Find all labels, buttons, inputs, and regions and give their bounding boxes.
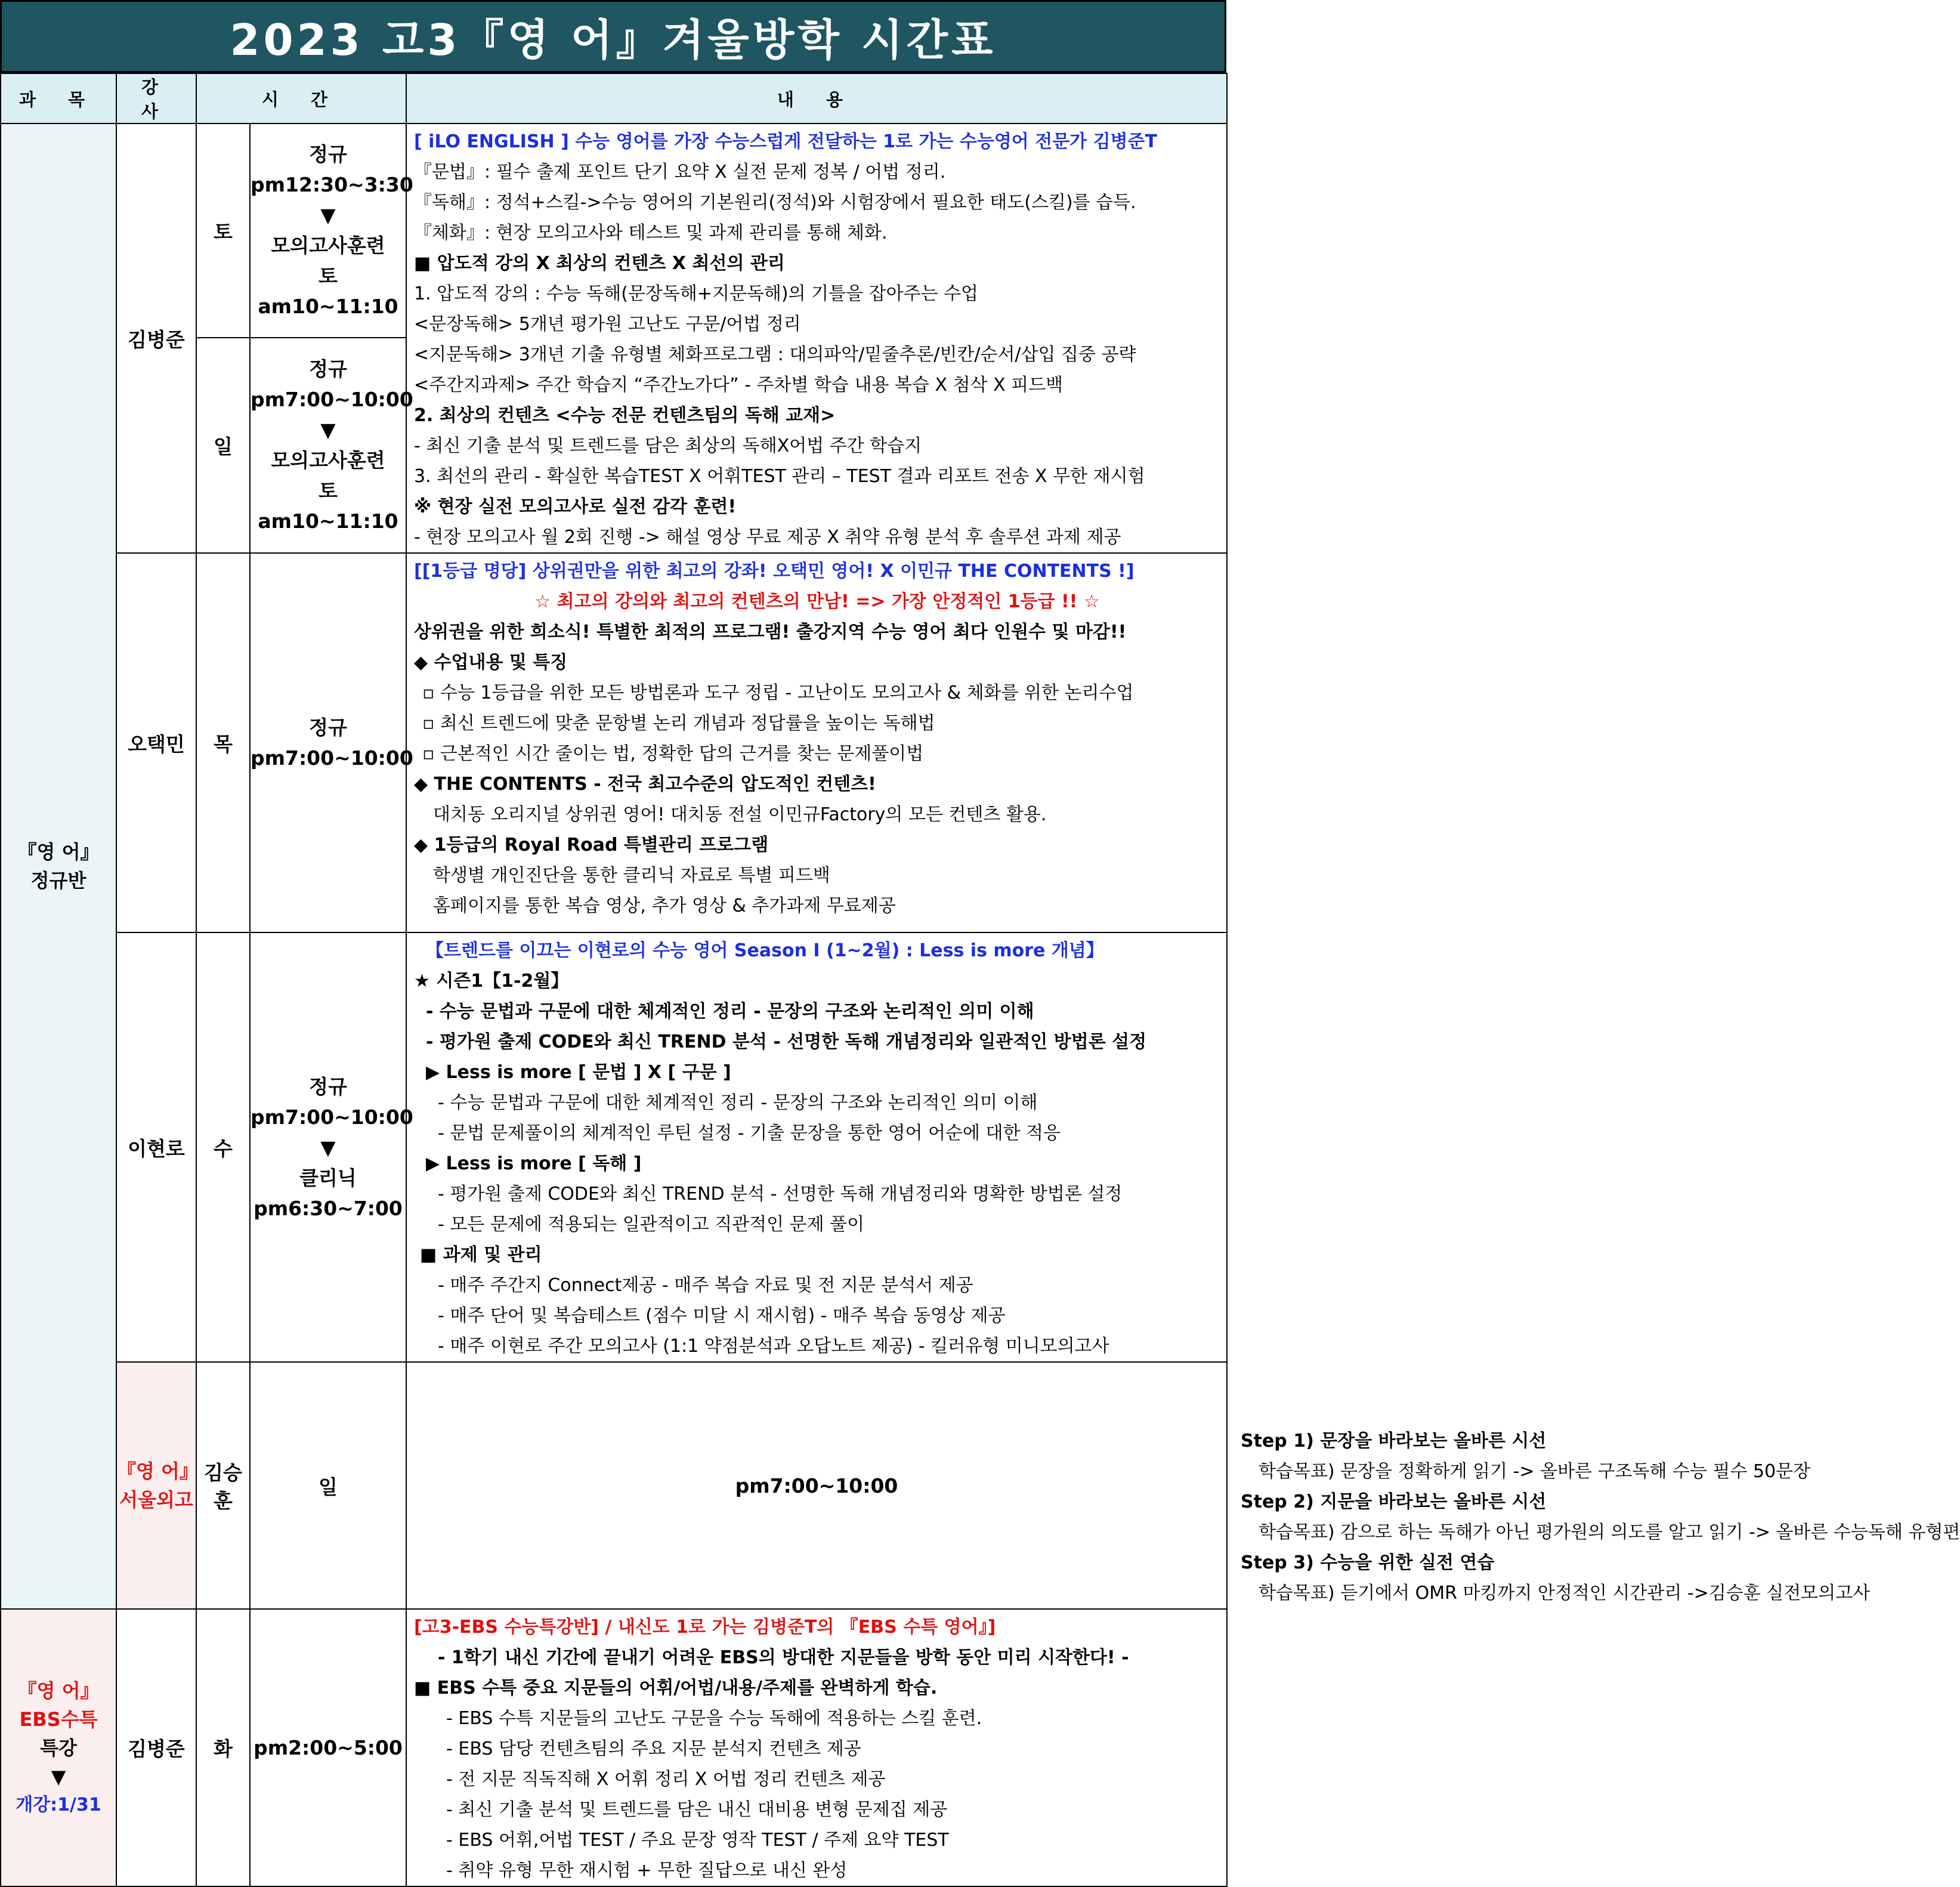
content-line: - 모든 문제에 적용되는 일관적이고 직관적인 문제 풀이 bbox=[438, 1214, 865, 1235]
time-line: 정규 bbox=[309, 143, 347, 166]
time-line: pm6:30~7:00 bbox=[253, 1196, 403, 1220]
content-line: - 취약 유형 무한 재시험 + 무한 질답으로 내신 완성 bbox=[446, 1860, 848, 1881]
content-line: 홈페이지를 통한 복습 영상, 추가 영상 & 추가과제 무료제공 bbox=[433, 895, 896, 916]
content-line: <지문독해> 3개년 기출 유형별 체화프로그램 : 대의파악/밑줄추론/빈칸/순서/삽입 집중 공략 bbox=[414, 344, 1136, 365]
content-line bbox=[414, 1612, 1220, 1642]
subject-ebs bbox=[1, 1609, 116, 1886]
content-line: - EBS 담당 컨텐츠팀의 주요 지문 분석지 컨텐츠 제공 bbox=[446, 1738, 861, 1759]
content-line: - EBS 어휘,어법 TEST / 주요 문장 영작 TEST / 주제 요약 TEST bbox=[446, 1830, 949, 1851]
time-cell bbox=[250, 123, 413, 338]
content-line: - 매주 단어 및 복습테스트 (점수 미달 시 재시험) - 매주 복습 동영상 제공 bbox=[438, 1305, 1006, 1326]
time-cell bbox=[250, 553, 413, 932]
content-line: Step 2) 지문을 바라보는 올바른 시선 bbox=[1241, 1491, 1547, 1512]
day-cell: 토 bbox=[196, 123, 250, 338]
day-cell: 일 bbox=[196, 338, 250, 553]
subject-label: 특강 bbox=[40, 1736, 77, 1759]
content-cell bbox=[406, 123, 1227, 553]
header-subject: 과 목 bbox=[1, 73, 116, 123]
content-line: 학습목표) 듣기에서 OMR 마킹까지 안정적인 시간관리 ->김승훈 실전모의고사 bbox=[1259, 1583, 1871, 1604]
subject-label: 『영 어』 bbox=[17, 841, 100, 863]
content-line: - 1학기 내신 기간에 끝내기 어려운 EBS의 방대한 지문들을 방학 동안 미리 시작한다! - bbox=[438, 1647, 1129, 1668]
content-line: ▶ Less is more [ 문법 ] X [ 구문 ] bbox=[426, 1062, 731, 1083]
content-line: - 매주 주간지 Connect제공 - 매주 복습 자료 및 전 지문 분석서 제공 bbox=[438, 1275, 973, 1296]
day-cell: 일 bbox=[250, 1362, 406, 1609]
time-line: pm2:00~5:00 bbox=[253, 1736, 403, 1759]
content-line: - 평가원 출제 CODE와 최신 TREND 분석 - 선명한 독해 개념정리와 일관적인 방법론 설정 bbox=[426, 1031, 1147, 1052]
time-line: ▼ bbox=[320, 203, 336, 227]
content-line-tag: [고3-EBS 수능특강반] / 내신도 1로 가는 김병준T의 『EBS 수특 영어』] bbox=[414, 1617, 996, 1638]
time-line: 모의고사훈련 bbox=[271, 449, 385, 472]
time-line: 클리닉 bbox=[299, 1166, 357, 1190]
content-cell bbox=[406, 1609, 1227, 1886]
table-row bbox=[1, 932, 1227, 1362]
content-line: 2. 최상의 컨텐츠 <수능 전문 컨텐츠팀의 독해 교재> bbox=[414, 405, 836, 426]
header-teacher: 강 사 bbox=[116, 73, 196, 123]
content-line: 1. 압도적 강의 : 수능 독해(문장독해+지문독해)의 기틀을 잡아주는 수업 bbox=[414, 283, 979, 304]
subject-label: 정규반 bbox=[30, 869, 86, 892]
content-line: [ iLO ENGLISH ] 수능 영어를 가장 수능스럽게 전달하는 1로 가는 수능영어 전문가 김병준T bbox=[414, 131, 1158, 152]
content-line: - 문법 문제풀이의 체계적인 루틴 설정 - 기출 문장을 통한 영어 어순에 대한 적응 bbox=[438, 1123, 1061, 1144]
content-line: 『문법』: 필수 출제 포인트 단기 요약 X 실전 문제 정복 / 어법 정리. bbox=[414, 162, 946, 183]
time-cell bbox=[406, 1362, 1227, 1609]
content-line: <주간지과제> 주간 학습지 “주간노가다” - 주차별 학습 내용 복습 X 첨삭 X 피드백 bbox=[414, 375, 1064, 396]
teacher-cell: 이현로 bbox=[116, 932, 196, 1362]
time-line: 토am10~11:10 bbox=[258, 264, 398, 319]
header-content: 내 용 bbox=[406, 73, 1227, 123]
time-line: pm7:00~10:00 bbox=[251, 388, 413, 412]
content-line: - 전 지문 직독직해 X 어휘 정리 X 어법 정리 컨텐츠 제공 bbox=[446, 1769, 886, 1790]
content-line: - 수능 문법과 구문에 대한 체계적인 정리 - 문장의 구조와 논리적인 의미 이해 bbox=[426, 1001, 1034, 1022]
time-line: 정규 bbox=[309, 1074, 347, 1098]
time-line: pm12:30~3:30 bbox=[251, 173, 413, 197]
content-line: ▫ 최신 트렌드에 맞춘 문항별 논리 개념과 정답률을 높이는 독해법 bbox=[422, 713, 935, 734]
content-line: ◆ 수업내용 및 특징 bbox=[414, 652, 568, 673]
content-line: ■ EBS 수특 중요 지문들의 어휘/어법/내용/주제를 완벽하게 학습. bbox=[414, 1678, 938, 1698]
header-row bbox=[1, 73, 1227, 123]
table-row bbox=[1, 553, 1227, 932]
teacher-cell: 오택민 bbox=[116, 553, 196, 932]
subject-regular bbox=[1, 123, 116, 1609]
content-line: ◆ THE CONTENTS - 전국 최고수준의 압도적인 컨텐츠! bbox=[414, 774, 876, 795]
content-line: 3. 최선의 관리 - 확실한 복습TEST X 어휘TEST 관리 – TEST 결과 리포트 전송 X 무한 재시험 bbox=[414, 466, 1145, 487]
subject-label: 서울외고 bbox=[119, 1488, 193, 1511]
day-cell: 화 bbox=[196, 1609, 250, 1886]
content-line: ☆ 최고의 강의와 최고의 컨텐츠의 만남! => 가장 안정적인 1등급 !! ☆ bbox=[534, 591, 1100, 612]
content-line: ▫ 근본적인 시간 줄이는 법, 정확한 답의 근거를 찾는 문제풀이법 bbox=[422, 743, 924, 764]
content-line: - 평가원 출제 CODE와 최신 TREND 분석 - 선명한 독해 개념정리와 명확한 방법론 설정 bbox=[438, 1184, 1123, 1205]
teacher-cell: 김병준 bbox=[116, 123, 196, 553]
time-line: pm7:00~10:00 bbox=[251, 1105, 413, 1129]
content-line: - 현장 모의고사 월 2회 진행 -> 해설 영상 무료 제공 X 취약 유형 분석 후 솔루션 과제 제공 bbox=[414, 527, 1121, 548]
content-line: ◆ 1등급의 Royal Road 특별관리 프로그램 bbox=[414, 835, 769, 856]
content-line: - 최신 기출 분석 및 트렌드를 담은 내신 대비용 변형 문제집 제공 bbox=[446, 1799, 948, 1820]
teacher-cell: 김병준 bbox=[116, 1609, 196, 1886]
content-line: - 수능 문법과 구문에 대한 체계적인 정리 - 문장의 구조와 논리적인 의미 이해 bbox=[438, 1092, 1038, 1113]
content-line: 대치동 오리지널 상위권 영어! 대치동 전설 이민규Factory의 모든 컨텐츠 활용. bbox=[433, 804, 1047, 825]
content-line: 『체화』: 현장 모의고사와 테스트 및 과제 관리를 통해 체화. bbox=[414, 223, 888, 243]
day-cell: 수 bbox=[196, 932, 250, 1362]
content-line: 학습목표) 감으로 하는 독해가 아닌 평가원의 의도를 알고 읽기 -> 올바른 수능독해 유형편 bbox=[1259, 1522, 1960, 1543]
subject-label: EBS수특 bbox=[19, 1707, 98, 1731]
time-line: ▼ bbox=[320, 1135, 336, 1159]
content-cell bbox=[406, 932, 1227, 1362]
table-row bbox=[1, 123, 1227, 338]
content-line: ■ 압도적 강의 X 최상의 컨텐츠 X 최선의 관리 bbox=[414, 253, 785, 274]
time-line: pm7:00~10:00 bbox=[251, 746, 413, 770]
start-date: 개강:1/31 bbox=[16, 1794, 101, 1815]
content-line: Step 3) 수능을 위한 실전 연습 bbox=[1241, 1552, 1495, 1573]
time-line: 정규 bbox=[309, 357, 347, 381]
time-cell bbox=[250, 932, 413, 1362]
teacher-cell: 김승훈 bbox=[196, 1362, 250, 1609]
subject-label: 『영 어』 bbox=[17, 1679, 100, 1702]
subject-arrow: ▼ bbox=[51, 1765, 66, 1788]
subject-seoul bbox=[116, 1362, 199, 1609]
time-cell bbox=[250, 1609, 406, 1886]
content-line: [[1등급 명당] 상위권만을 위한 최고의 강좌! 오택민 영어! X 이민규 THE CONTENTS !] bbox=[414, 561, 1134, 582]
time-line: ▼ bbox=[320, 418, 336, 442]
subject-label: 『영 어』 bbox=[117, 1460, 199, 1483]
content-line: 상위권을 위한 희소식! 특별한 최적의 프로그램! 출강지역 수능 영어 최다 인원수 및 마감!! bbox=[414, 622, 1127, 643]
time-line: 토am10~11:10 bbox=[258, 479, 398, 533]
content-line: - EBS 수특 지문들의 고난도 구문을 수능 독해에 적용하는 스킬 훈련. bbox=[446, 1708, 982, 1729]
content-line: - 매주 이현로 주간 모의고사 (1:1 약점분석과 오답노트 제공) - 킬러유형 미니모의고사 bbox=[438, 1336, 1109, 1357]
content-cell bbox=[406, 553, 1227, 932]
header-time: 시 간 bbox=[196, 73, 406, 123]
schedule-table bbox=[0, 73, 1960, 1887]
content-line: <문장독해> 5개년 평가원 고난도 구문/어법 정리 bbox=[414, 314, 801, 335]
content-line: ※ 현장 실전 모의고사로 실전 감각 훈련! bbox=[414, 496, 737, 517]
content-line: ■ 과제 및 관리 bbox=[420, 1244, 542, 1265]
content-line: 『독해』: 정석+스킬->수능 영어의 기본원리(정석)와 시험장에서 필요한 태도(스킬)를 습득. bbox=[414, 192, 1136, 213]
content-line: 【트렌드를 이끄는 이현로의 수능 영어 Season I (1~2월) : Less is more 개념】 bbox=[426, 940, 1104, 961]
content-line: 학습목표) 문장을 정확하게 읽기 -> 올바른 구조독해 수능 필수 50문장 bbox=[1259, 1461, 1811, 1482]
day-cell: 목 bbox=[196, 553, 250, 932]
page-title: 2023 고3『영 어』겨울방학 시간표 bbox=[0, 0, 1226, 73]
time-line: 모의고사훈련 bbox=[271, 234, 385, 258]
content-line: - 최신 기출 분석 및 트렌드를 담은 최상의 독해X어법 주간 학습지 bbox=[414, 436, 922, 456]
time-cell bbox=[250, 338, 413, 553]
content-line: Step 1) 문장을 바라보는 올바른 시선 bbox=[1241, 1431, 1547, 1451]
content-line: ★ 시즌1【1-2월】 bbox=[414, 971, 569, 992]
table-row bbox=[1, 1609, 1227, 1886]
content-line: ▶ Less is more [ 독해 ] bbox=[426, 1153, 642, 1174]
content-line: ▫ 수능 1등급을 위한 모든 방법론과 도구 정립 - 고난이도 모의고사 & 체화를 위한 논리수업 bbox=[422, 682, 1134, 703]
time-line: 정규 bbox=[309, 716, 347, 739]
table-row bbox=[1, 1362, 1227, 1609]
content-line: 학생별 개인진단을 통한 클리닉 자료로 특별 피드백 bbox=[433, 865, 830, 886]
time-line: pm7:00~10:00 bbox=[735, 1474, 898, 1497]
